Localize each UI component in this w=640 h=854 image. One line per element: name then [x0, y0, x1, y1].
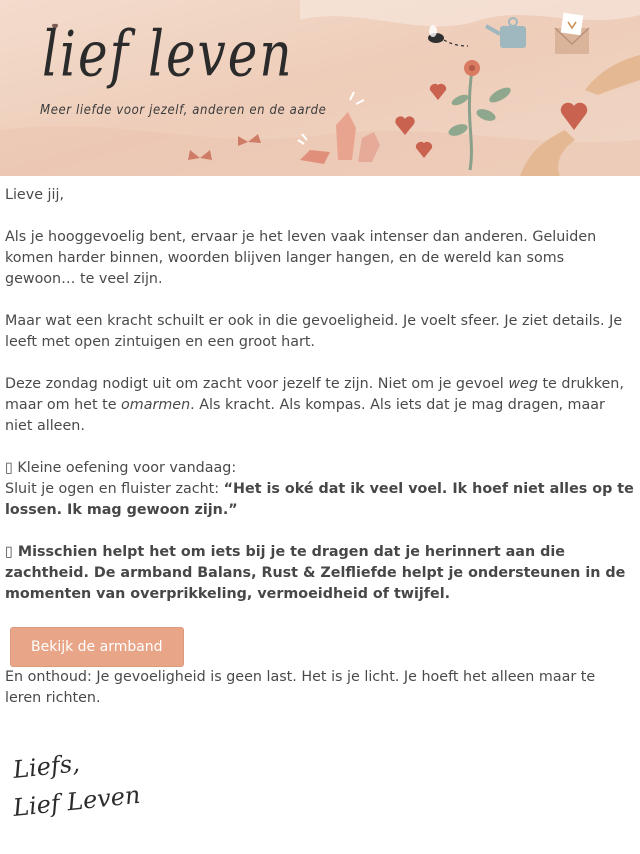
header-banner [0, 0, 640, 176]
exercise-block [5, 458, 635, 521]
exercise-quote: “Het is oké dat ik veel voel. Ik hoef niet alles op te lossen. Ik mag gewoon zijn.” [5, 481, 634, 518]
emphasis-omarmen: omarmen [121, 397, 191, 413]
closing-paragraph: En onthoud: Je gevoeligheid is geen last. Het is je licht. Je hoeft het alleen maar te leren richten. [5, 669, 596, 706]
cta-button[interactable]: Bekijk de armband [10, 627, 184, 667]
paragraph-sunday-part: . Als kracht. Als kompas. Als iets dat je mag dragen, maar niet alleen. [5, 397, 605, 434]
email-body [0, 176, 640, 709]
paragraph-sunday-part: Deze zondag nodigt uit om zacht voor jezelf te zijn. Niet om je gevoel [5, 376, 509, 392]
signature-line-1: Liefs, [11, 749, 81, 784]
paragraph-sunday [5, 374, 635, 437]
bracelet-text: Misschien helpt het om iets bij je te dragen dat je herinnert aan die zachtheid. De armband Balans, Rust & Zelfliefde helpt je ondersteunen in de momenten van overprikkeling, vermoeidheid of twijfel. [5, 544, 626, 602]
signature-line-2: Lief Leven [11, 780, 142, 822]
paragraph-sunday-part: te drukken, maar om het te [5, 376, 624, 413]
paragraph-strength: Maar wat een kracht schuilt er ook in die gevoeligheid. Je voelt sfeer. Je ziet details. Je leeft met open zintuigen en een groot hart. [5, 313, 623, 350]
exercise-line: Sluit je ogen en fluister zacht: [5, 481, 224, 497]
emphasis-weg: weg [508, 376, 538, 392]
bracelet-block [5, 542, 635, 605]
greeting: Lieve jij, [5, 187, 64, 203]
bracelet-icon: ▯ [5, 544, 13, 560]
brand-tagline: Meer liefde voor jezelf, anderen en de aarde [40, 103, 327, 118]
signature [10, 738, 150, 838]
paragraph-intro: Als je hooggevoelig bent, ervaar je het leven vaak intenser dan anderen. Geluiden komen harder binnen, woorden blijven langer hangen, en de wereld kan soms gewoon… te veel zijn. [5, 229, 597, 287]
exercise-icon: ▯ [5, 460, 13, 476]
brand-logo: lief leven [42, 18, 294, 91]
exercise-title: Kleine oefening voor vandaag: [12, 460, 237, 476]
